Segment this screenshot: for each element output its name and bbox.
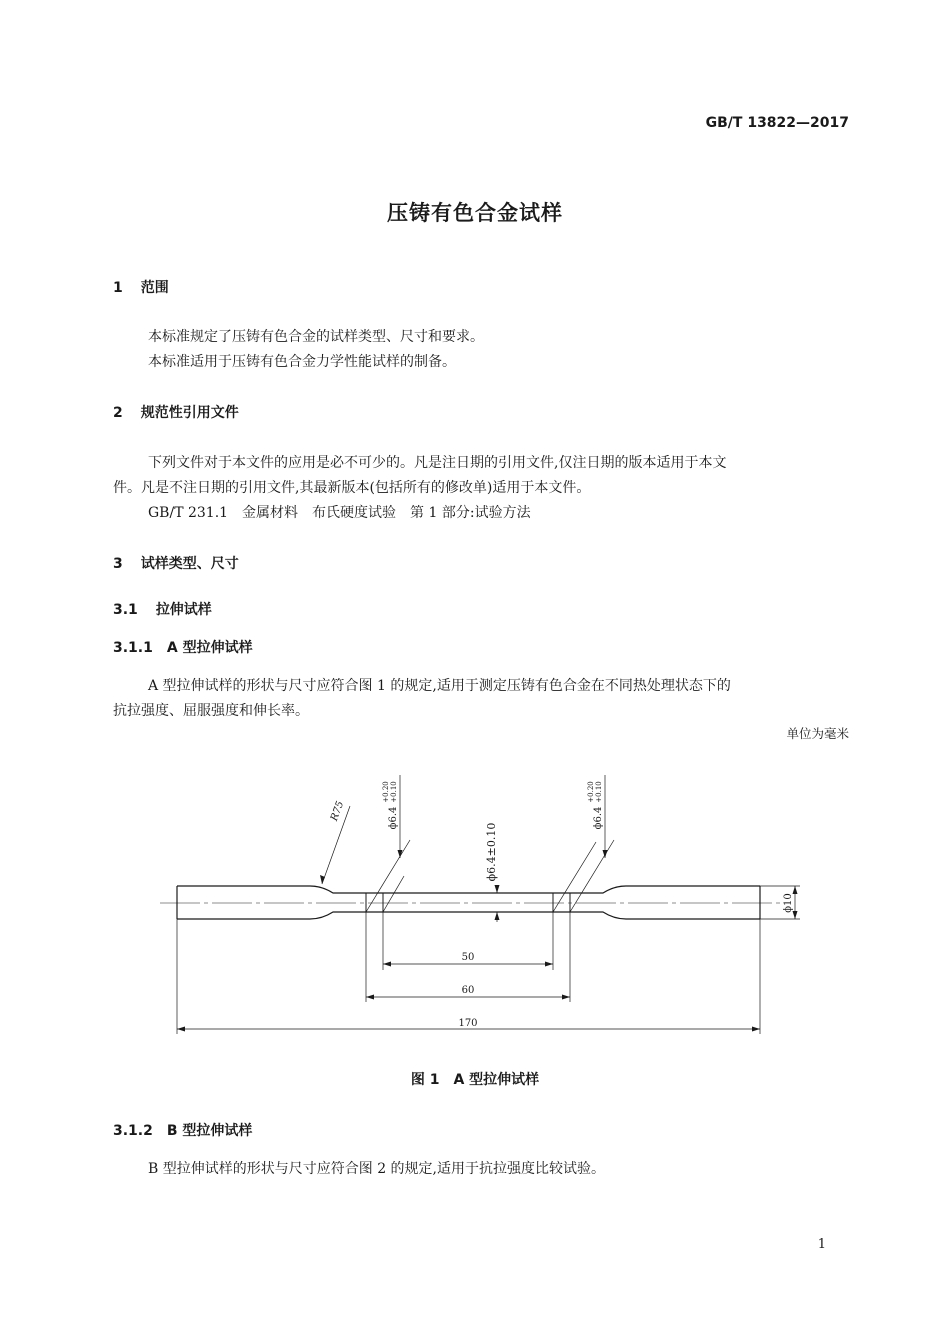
tol-upper-right: +0.20	[587, 781, 595, 803]
paragraph: 件。凡是不注日期的引用文件,其最新版本(包括所有的修改单)适用于本文件。	[113, 480, 591, 496]
arrowhead	[752, 1027, 760, 1032]
tol-lower-left: +0.10	[390, 781, 398, 803]
section-number: 3	[113, 556, 123, 572]
label-r75: R75	[329, 799, 347, 823]
leader-line	[553, 842, 596, 912]
figure-1-caption: 图 1 A 型拉伸试样	[410, 1072, 540, 1088]
arrowhead	[495, 885, 500, 893]
arrowhead	[366, 995, 374, 1000]
arrowhead	[562, 995, 570, 1000]
dim-label-170: 170	[458, 1018, 478, 1029]
dim-label-phi6-4-left: ϕ6.4	[388, 806, 399, 830]
arrowhead	[495, 912, 500, 920]
arrowhead	[545, 962, 553, 967]
reference-item: GB/T 231.1 金属材料 布氏硬度试验 第 1 部分:试验方法	[148, 505, 531, 521]
section-title: A 型拉伸试样	[166, 640, 253, 656]
arrowhead	[320, 875, 325, 884]
arrowhead	[793, 886, 798, 894]
paragraph: B 型拉伸试样的形状与尺寸应符合图 2 的规定,适用于抗拉强度比较试验。	[148, 1161, 605, 1177]
arrowhead	[383, 962, 391, 967]
specimen-outline-bottom	[177, 912, 760, 919]
section-number: 2	[113, 405, 123, 421]
paragraph: 抗拉强度、屈服强度和伸长率。	[113, 703, 309, 719]
dim-label-phi6-4-center: ϕ6.4±0.10	[485, 822, 498, 882]
standard-number: GB/T 13822—2017	[705, 115, 849, 131]
paragraph: 本标准规定了压铸有色合金的试样类型、尺寸和要求。	[148, 329, 484, 345]
section-title: 范围	[140, 280, 169, 296]
leader-line	[570, 840, 614, 912]
leader-line	[383, 876, 404, 912]
dim-label-50: 50	[461, 952, 475, 963]
section-title: B 型拉伸试样	[166, 1123, 253, 1139]
unit-note: 单位为毫米	[786, 726, 849, 741]
arrowhead	[603, 850, 608, 858]
dim-label-60: 60	[461, 985, 475, 996]
section-number: 1	[113, 280, 123, 296]
tol-lower-right: +0.10	[595, 781, 603, 803]
dim-label-phi10: ϕ10	[783, 893, 794, 913]
section-number: 3.1.2	[113, 1123, 153, 1139]
specimen-outline-top	[177, 886, 760, 893]
paragraph: 下列文件对于本文件的应用是必不可少的。凡是注日期的引用文件,仅注日期的版本适用于本文	[148, 455, 727, 471]
section-number: 3.1	[113, 602, 138, 618]
section-3-1-2-heading	[113, 1120, 252, 1140]
dim-label-phi6-4-right: ϕ6.4	[593, 806, 604, 830]
page-number: 1	[817, 1237, 826, 1252]
tol-upper-left: +0.20	[382, 781, 390, 803]
section-number: 3.1.1	[113, 640, 153, 656]
leader-line	[366, 840, 410, 912]
section-title: 试样类型、尺寸	[140, 556, 239, 572]
paragraph: 本标准适用于压铸有色合金力学性能试样的制备。	[148, 354, 456, 370]
section-title: 拉伸试样	[155, 602, 212, 618]
arrowhead	[177, 1027, 185, 1032]
document-title: 压铸有色合金试样	[387, 201, 563, 225]
section-title: 规范性引用文件	[140, 405, 239, 421]
paragraph: A 型拉伸试样的形状与尺寸应符合图 1 的规定,适用于测定压铸有色合金在不同热处理状态下的	[148, 678, 731, 694]
